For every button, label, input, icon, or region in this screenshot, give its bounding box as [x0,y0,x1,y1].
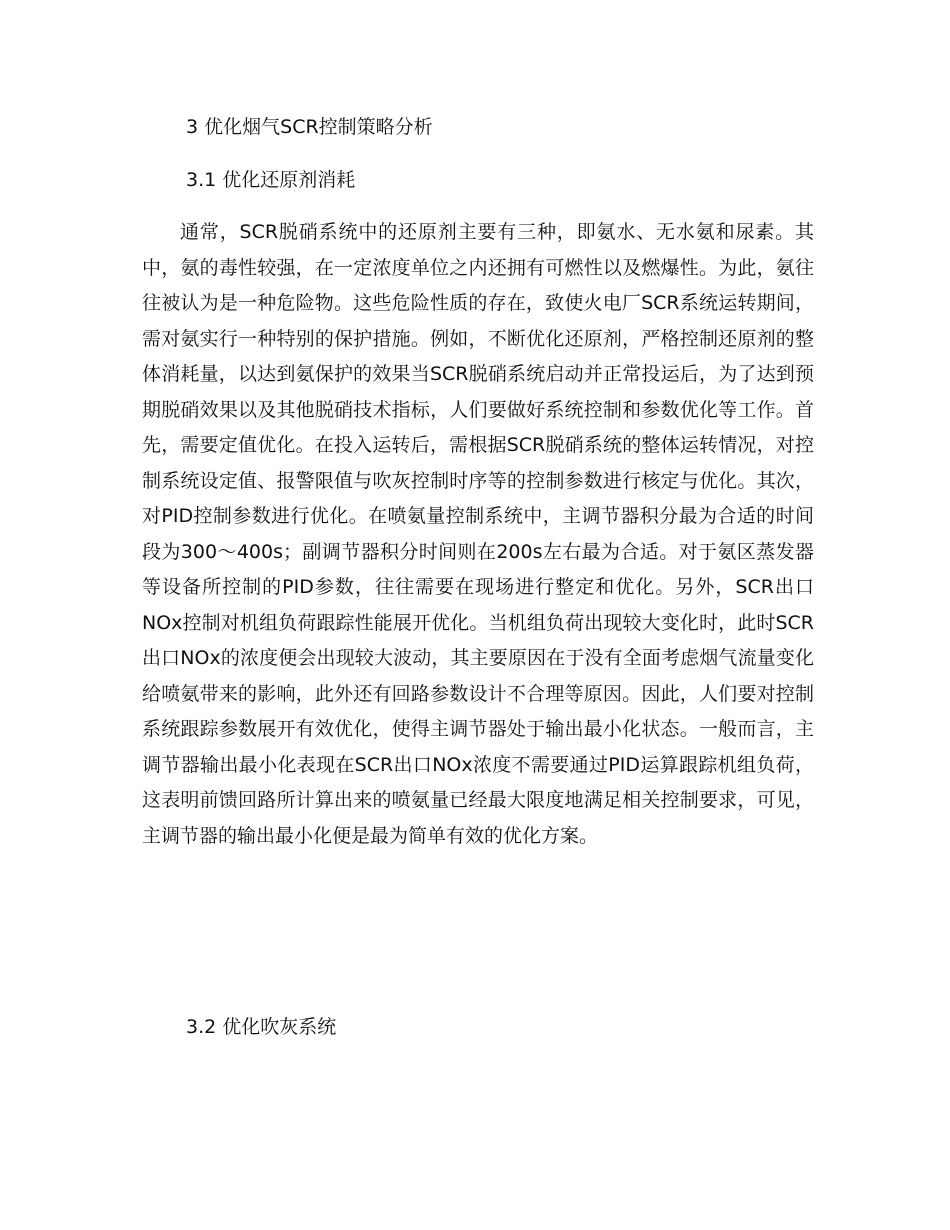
section-title: 3 优化烟气SCR控制策略分析 [186,116,433,138]
subsection-title-3-2: 3.2 优化吹灰系统 [186,1016,337,1038]
subsection-title-3-1: 3.1 优化还原剂消耗 [186,169,356,191]
body-paragraph-container [142,215,814,854]
body-paragraph: 通常，SCR脱硝系统中的还原剂主要有三种，即氨水、无水氨和尿素。其中，氨的毒性较强，在一定浓度单位之内还拥有可燃性以及燃爆性。为此，氨往往被认为是一种危险物。这些危险性质的存在，致使火电厂SCR系统运转期间，需对氨实行一种特别的保护措施。例如，不断优化还原剂，严格控制还原剂的整体消耗量，以达到氨保护的效果当SCR脱硝系统启动并正常投运后，为了达到预期脱硝效果以及其他脱硝技术指标，人们要做好系统控制和参数优化等工作。首先，需要定值优化。在投入运转后，需根据SCR脱硝系统的整体运转情况，对控制系统设定值、报警限值与吹灰控制时序等的控制参数进行核定与优化。其次，对PID控制参数进行优化。在喷氨量控制系统中，主调节器积分最为合适的时间段为300～400s；副调节器积分时间则在200s左右最为合适。对于氨区蒸发器等设备所控制的PID参数，往往需要在现场进行整定和优化。另外，SCR出口NOx控制对机组负荷跟踪性能展开优化。当机组负荷出现较大变化时，此时SCR出口NOx的浓度便会出现较大波动，其主要原因在于没有全面考虑烟气流量变化给喷氨带来的影响，此外还有回路参数设计不合理等原因。因此，人们要对控制系统跟踪参数展开有效优化，使得主调节器处于输出最小化状态。一般而言，主调节器输出最小化表现在SCR出口NOx浓度不需要通过PID运算跟踪机组负荷，这表明前馈回路所计算出来的喷氨量已经最大限度地满足相关控制要求，可见，主调节器的输出最小化便是最为简单有效的优化方案。 [142,221,814,847]
